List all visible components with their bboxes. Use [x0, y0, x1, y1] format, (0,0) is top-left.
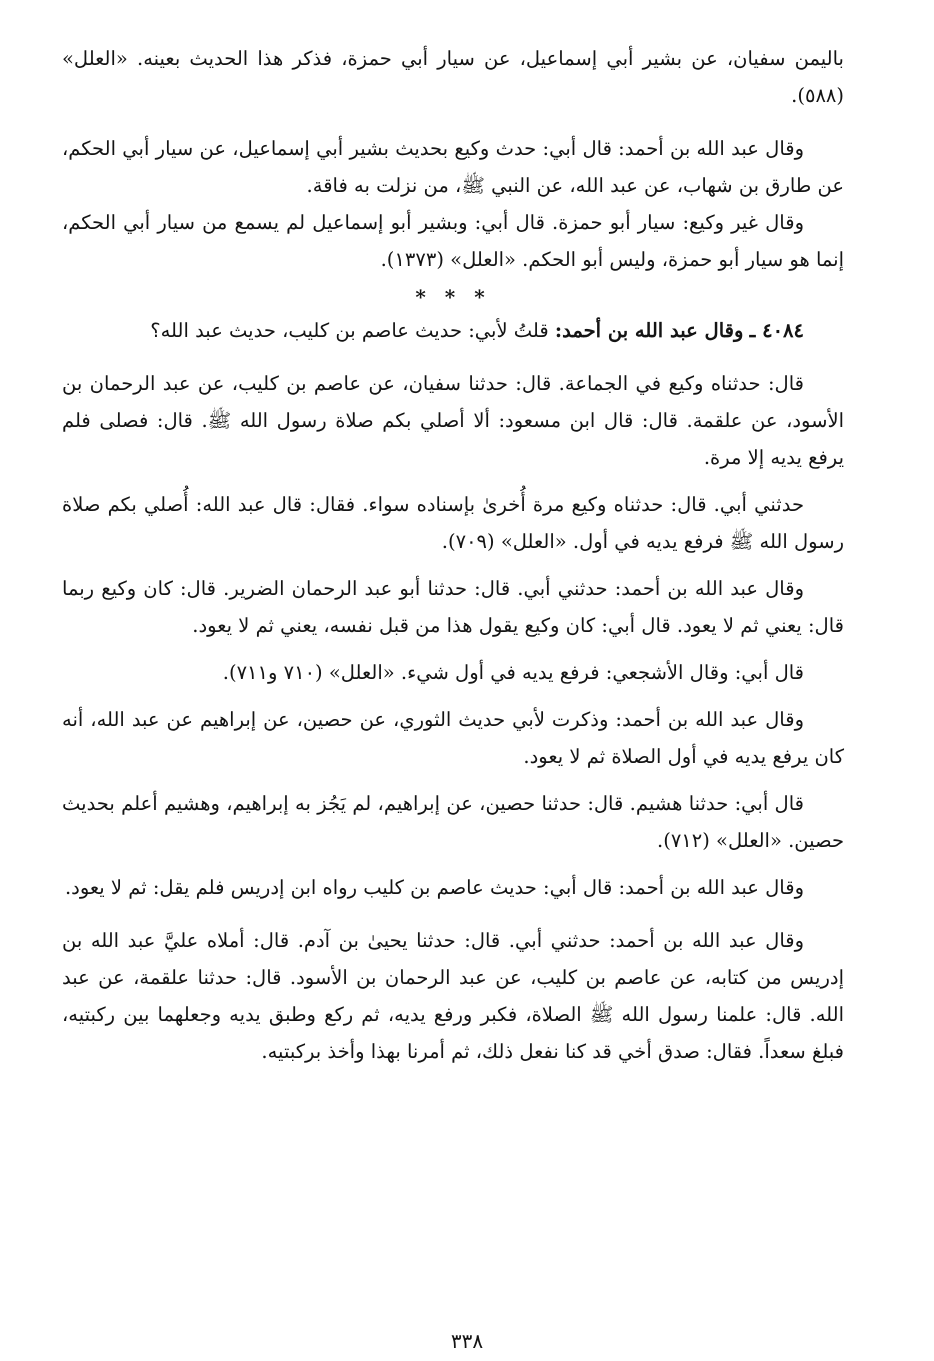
hadith-number: ٤٠٨٤ ـ [749, 319, 804, 342]
paragraph: وقال عبد الله بن أحمد: وذكرت لأبي حديث الثوري، عن حصين، عن إبراهيم عن عبد الله، أنه كان يرفع يديه في أول الصلاة ثم لا يعود. [62, 708, 844, 768]
paragraph-continuation: باليمن سفيان، عن بشير أبي إسماعيل، عن سيار أبي حمزة، فذكر هذا الحديث بعينه. «العلل» (٥٨٨). [62, 47, 844, 107]
page-number: ٣٣٨ [450, 1329, 484, 1353]
hadith-lead: وقال عبد الله بن أحمد: [554, 319, 744, 342]
paragraph: حدثني أبي. قال: حدثناه وكيع مرة أُخرىٰ بإسناده سواء. فقال: قال عبد الله: أُصلي بكم صلاة رسول الله ﷺ فرفع يديه في أول. «العلل» (٧٠٩). [62, 493, 844, 553]
paragraph: قال: حدثناه وكيع في الجماعة. قال: حدثنا سفيان، عن عاصم بن كليب، عن عبد الرحمان بن الأسود، عن علقمة. قال: قال ابن مسعود: ألا أصلي بكم صلاة رسول الله ﷺ. قال: فصلى فلم يرفع يديه إلا مرة. [62, 372, 844, 469]
paragraph: قال أبي: وقال الأشجعي: فرفع يديه في أول شيء. «العلل» (٧١٠ و٧١١). [222, 661, 804, 684]
paragraph: وقال عبد الله بن أحمد: قال أبي: حدث وكيع بحديث بشير أبي إسماعيل، عن سيار أبي الحكم، عن طارق بن شهاب، عن عبد الله، عن النبي ﷺ، من نزلت به فاقة. [62, 137, 844, 197]
hadith-heading [62, 312, 844, 349]
paragraph: وقال عبد الله بن أحمد: حدثني أبي. قال: حدثنا يحيىٰ بن آدم. قال: أملاه عليَّ عبد الله بن إدريس من كتابه، عن عاصم بن كليب، عن عبد الرحمان بن الأسود. قال: حدثنا علقمة، عن عبد الله. قال: علمنا رسول الله ﷺ الصلاة، فكبر ورفع يديه، ثم ركع وطبق يديه وجعلهما بين ركبتيه، فبلغ سعداً. فقال: صدق أخي قد كنا نفعل ذلك، ثم أمرنا بهذا وأخذ بركبتيه. [62, 929, 844, 1063]
page-body [62, 40, 844, 1301]
section-separator: * * * [415, 285, 491, 309]
paragraph: وقال عبد الله بن أحمد: حدثني أبي. قال: حدثنا أبو عبد الرحمان الضرير. قال: كان وكيع ربما قال: يعني ثم لا يعود. قال أبي: كان وكيع يقول هذا من قبل نفسه، يعني ثم لا يعود. [62, 577, 844, 637]
paragraph: قال أبي: حدثنا هشيم. قال: حدثنا حصين، عن إبراهيم، لم يَجُز به إبراهيم، وهشيم أعلم بحديث حصين. «العلل» (٧١٢). [62, 792, 844, 852]
paragraph: وقال غير وكيع: سيار أبو حمزة. قال أبي: وبشير أبو إسماعيل لم يسمع من سيار أبي الحكم، إنما هو سيار أبو حمزة، وليس أبو الحكم. «العلل» (١٣٧٣). [62, 211, 844, 271]
hadith-question: قلتُ لأبي: حديث عاصم بن كليب، حديث عبد الله؟ [150, 319, 549, 342]
paragraph: وقال عبد الله بن أحمد: قال أبي: حديث عاصم بن كليب رواه ابن إدريس فلم يقل: ثم لا يعود. [64, 876, 804, 899]
